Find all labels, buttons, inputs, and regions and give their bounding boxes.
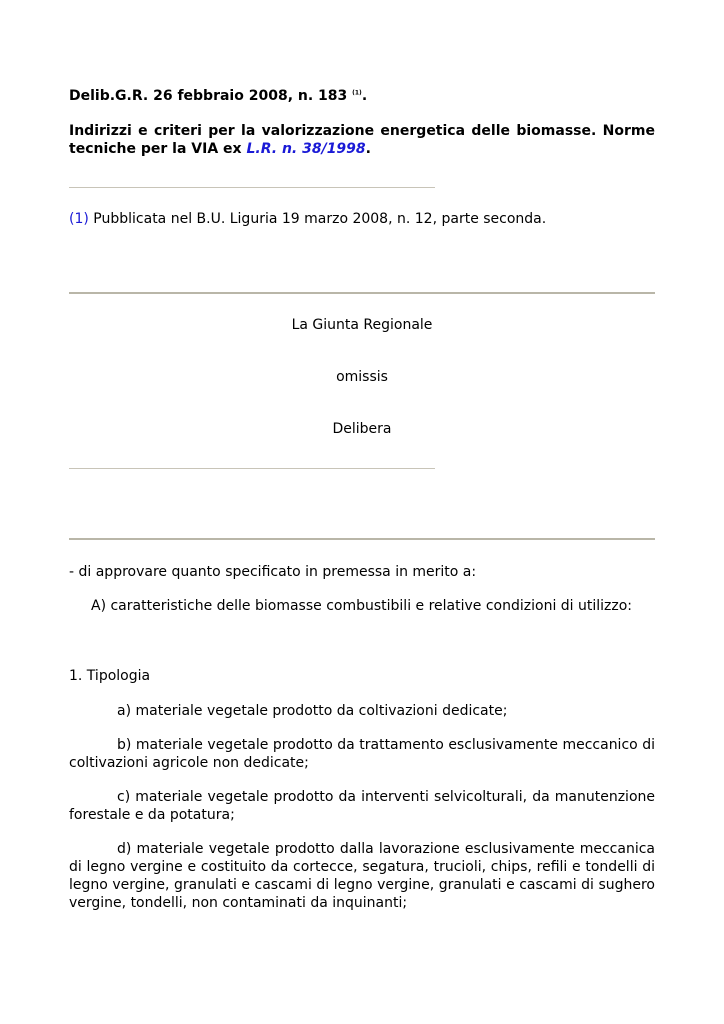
- law-reference-link[interactable]: L.R. n. 38/1998: [246, 141, 366, 157]
- section-a: A) caratteristiche delle biomasse combustibili e relative condizioni di utilizzo:: [91, 598, 633, 614]
- list-item-b: b) materiale vegetale prodotto da trattamento esclusivamente meccanico di coltivazioni agricole non dedicate;: [69, 737, 655, 771]
- divider-short: [69, 468, 435, 469]
- heading-tipologia: 1. Tipologia: [69, 668, 151, 684]
- divider-full: [69, 292, 655, 294]
- subtitle-period: .: [365, 141, 371, 157]
- preamble-giunta: La Giunta Regionale: [291, 317, 433, 333]
- subtitle-text: Indirizzi e criteri per la valorizzazione energetica delle biomasse. Norme tecniche per la VIA ex: [69, 123, 655, 157]
- title-text: Delib.G.R. 26 febbraio 2008, n. 183: [69, 88, 348, 104]
- title-footnote-link[interactable]: (1): [352, 89, 362, 97]
- document-title: [69, 87, 655, 105]
- footnote: [69, 210, 655, 228]
- document-subtitle: [69, 122, 655, 158]
- title-period: .: [361, 88, 368, 104]
- footnote-text: Pubblicata nel B.U. Liguria 19 marzo 2008, n. 12, parte seconda.: [88, 211, 547, 227]
- divider-short: [69, 187, 435, 188]
- footnote-ref-link[interactable]: (1): [69, 211, 89, 227]
- divider-full: [69, 538, 655, 540]
- intro-paragraph: - di approvare quanto specificato in premessa in merito a:: [69, 564, 477, 580]
- list-item-c: c) materiale vegetale prodotto da interventi selvicolturali, da manutenzione forestale e da potatura;: [69, 789, 655, 823]
- preamble-omissis: omissis: [336, 369, 388, 385]
- preamble-delibera: Delibera: [332, 421, 392, 437]
- list-item-d: d) materiale vegetale prodotto dalla lavorazione esclusivamente meccanica di legno vergine e costituito da cortecce, segatura, trucioli, chips, refili e tondelli di legno vergine, granulati e cascami di legno vergine, granulati e cascami di sughero vergine, tondelli, non contaminati da inquinanti;: [69, 841, 655, 911]
- list-item-a: a) materiale vegetale prodotto da coltivazioni dedicate;: [117, 703, 508, 719]
